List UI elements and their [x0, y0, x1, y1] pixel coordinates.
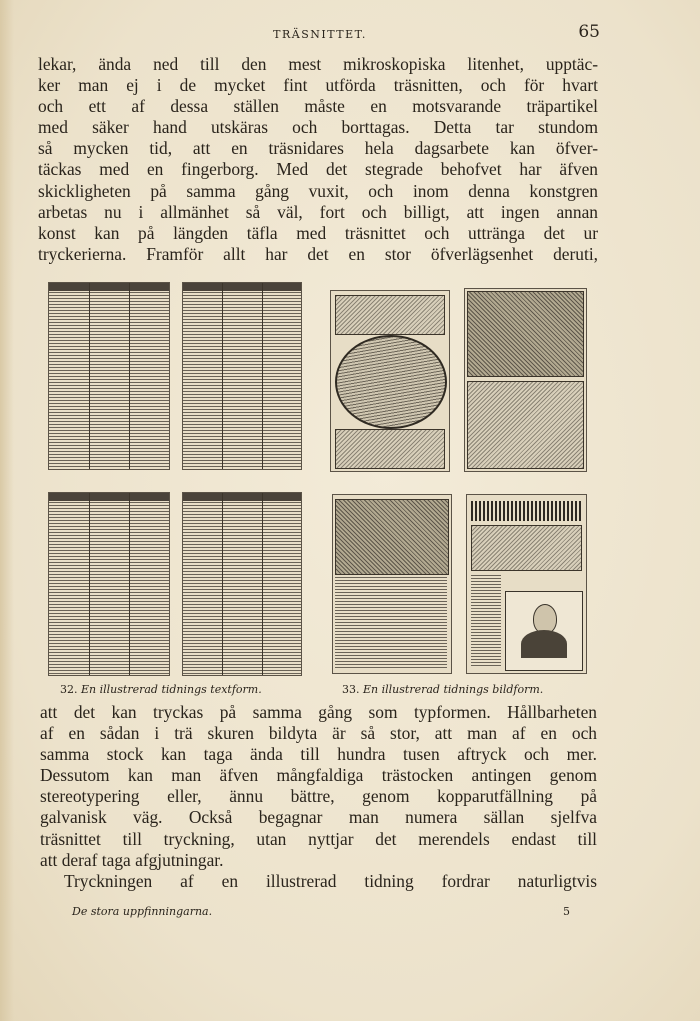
text-form-page-2	[182, 282, 302, 470]
text-line: ker man ej i de mycket fint utförda träsnitten, och för hvart	[38, 75, 598, 96]
masthead-band	[471, 501, 582, 521]
caption-number: 32.	[60, 683, 78, 696]
text-line: stereotypering eller, ännu bättre, genom kopparutfällning på	[40, 786, 597, 807]
text-line: tryckerierna. Framför allt har det en stor öfverlägsenhet deruti,	[38, 243, 598, 264]
caption-number: 33.	[342, 683, 360, 696]
page-edge-shadow	[0, 0, 14, 1021]
signature-number: 5	[563, 905, 570, 918]
text-line: arbetas nu i allmänhet så väl, fort och billigt, att ingen annan	[38, 201, 598, 222]
page-number: 65	[578, 22, 600, 42]
caption-fig-32	[60, 683, 262, 696]
image-form-page-1	[330, 290, 450, 472]
harbor-illustration	[335, 499, 449, 575]
text-form-page-3	[48, 492, 170, 676]
text-line: Dessutom kan man äfven mångfaldiga trästocken antingen genom	[40, 765, 597, 786]
bottom-paragraph	[40, 702, 597, 892]
image-form-page-2	[464, 288, 587, 472]
caption-text: En illustrerad tidnings textform.	[81, 683, 262, 696]
text-line: lekar, ända ned till den mest mikroskopiska litenhet, upptäc-	[38, 54, 598, 74]
text-line: konst kan på längden täfla med träsnittet och uttränga det ur	[38, 222, 598, 243]
text-line: af en sådan i trä skuren bildyta är så stor, att man af en och	[40, 723, 597, 744]
text-line: täckas med en fingerborg. Med det stegrade behofvet har äfven	[38, 159, 598, 180]
text-line: galvanisk väg. Också begagnar man numera sällan sjelfva	[40, 807, 597, 828]
landscape-illustration	[467, 381, 584, 469]
text-line: med säker hand utskäras och borttagas. Detta tar stundom	[38, 117, 598, 138]
image-form-page-4	[466, 494, 587, 674]
street-illustration	[467, 291, 584, 377]
page-header	[40, 22, 600, 46]
oval-illustration	[335, 335, 447, 429]
text-form-page-4	[182, 492, 302, 676]
text-line: att deraf taga afgjutningar.	[40, 849, 224, 870]
running-head: TRÄSNITTET.	[273, 28, 367, 41]
text-line: skickligheten på samma gång vuxit, och inom denna konstgren	[38, 180, 598, 201]
text-line: samma stock kan taga ända till hundra tusen aftryck och mer.	[40, 744, 597, 765]
caption-fig-33	[342, 683, 543, 696]
caption-text: En illustrerad tidnings bildform.	[363, 683, 544, 696]
text-line: träsnittet till tryckning, utan nyttjar det merendels endast till	[40, 828, 597, 849]
figure-captions	[60, 683, 590, 699]
signature-mark: De stora uppfinningarna.	[72, 905, 213, 918]
figure-plate	[46, 280, 589, 680]
text-line: att det kan tryckas på samma gång som typformen. Hållbarheten	[40, 702, 597, 722]
text-line: och ett af dessa ställen måste en motsvarande träpartikel	[38, 96, 598, 117]
text-line: så mycken tid, att en träsnidares hela dagsarbete kan öfver-	[38, 138, 598, 159]
image-form-page-3	[332, 494, 452, 674]
text-line: Tryckningen af en illustrerad tidning fordrar naturligtvis	[64, 870, 597, 891]
portrait-illustration	[505, 591, 583, 671]
text-form-page-1	[48, 282, 170, 470]
top-paragraph	[38, 54, 598, 265]
